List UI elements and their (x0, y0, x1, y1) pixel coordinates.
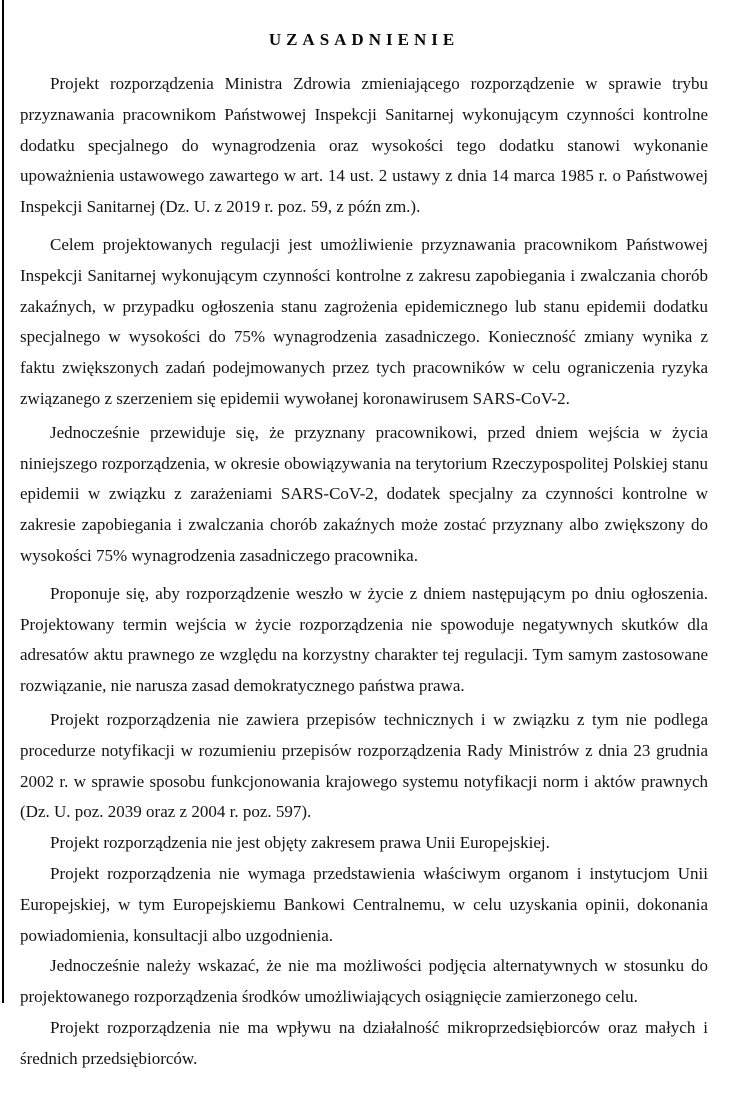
paragraph: Projekt rozporządzenia nie zawiera przepisów technicznych i w związku z tym nie podlega procedurze notyfikacji w rozumieniu przepisów rozporządzenia Rady Ministrów z dnia 23 grudnia 2002 r. w sprawie sposobu funkcjonowania krajowego systemu notyfikacji norm i aktów prawnych (Dz. U. poz. 2039 oraz z 2004 r. poz. 597). (20, 709, 708, 822)
paragraph: Projekt rozporządzenia nie wymaga przedstawienia właściwym organom i instytucjom Unii Europejskiej, w tym Europejskiemu Bankowi Centralnemu, w celu uzyskania opinii, dokonania powiadomienia, konsultacji albo uzgodnienia. (20, 863, 708, 945)
paragraph: Projekt rozporządzenia nie ma wpływu na działalność mikroprzedsiębiorców oraz małych i średnich przedsiębiorców. (20, 1017, 708, 1068)
paragraph: Celem projektowanych regulacji jest umożliwienie przyznawania pracownikom Państwowej Inspekcji Sanitarnej wykonującym czynności kontrolne z zakresu zapobiegania i zwalczania chorób zakaźnych, w przypadku ogłoszenia stanu zagrożenia epidemicznego lub stanu epidemii dodatku specjalnego w wysokości do 75% wynagrodzenia zasadniczego. Konieczność zmiany wynika z faktu zwiększonych zadań podejmowanych przez tych pracowników w celu ograniczenia ryzyka związanego z szerzeniem się epidemii wywołanej koronawirusem SARS-CoV-2. (20, 234, 708, 408)
paragraph: Projekt rozporządzenia nie jest objęty zakresem prawa Unii Europejskiej. (50, 833, 550, 853)
left-border-line (2, 0, 4, 1003)
paragraph: Jednocześnie przewiduje się, że przyznany pracownikowi, przed dniem wejścia w życia niniejszego rozporządzenia, w okresie obowiązywania na terytorium Rzeczypospolitej Polskiej stanu epidemii w związku z zarażeniami SARS-CoV-2, dodatek specjalny za czynności kontrolne w zakresie zapobiegania i zwalczania chorób zakaźnych może zostać przyznany albo zwiększony do wysokości 75% wynagrodzenia zasadniczego pracownika. (20, 422, 708, 565)
paragraph: Projekt rozporządzenia Ministra Zdrowia zmieniającego rozporządzenie w sprawie trybu przyznawania pracownikom Państwowej Inspekcji Sanitarnej wykonującym czynności kontrolne dodatku specjalnego do wynagrodzenia oraz wysokości tego dodatku stanowi wykonanie upoważnienia ustawowego zawartego w art. 14 ust. 2 ustawy z dnia 14 marca 1985 r. o Państwowej Inspekcji Sanitarnej (Dz. U. z 2019 r. poz. 59, z późn zm.). (20, 74, 708, 217)
document-title: UZASADNIENIE (268, 30, 460, 49)
paragraph: Jednocześnie należy wskazać, że nie ma możliwości podjęcia alternatywnych w stosunku do projektowanego rozporządzenia środków umożliwiających osiągnięcie zamierzonego celu. (20, 956, 708, 1007)
document-body (20, 0, 708, 1075)
paragraph: Proponuje się, aby rozporządzenie weszło w życie z dniem następującym po dniu ogłoszenia. Projektowany termin wejścia w życie rozporządzenia nie spowoduje negatywnych skutków dla adresatów aktu prawnego ze względu na korzystny charakter tej regulacji. Tym samym zastosowane rozwiązanie, nie narusza zasad demokratycznego państwa prawa. (20, 583, 708, 696)
